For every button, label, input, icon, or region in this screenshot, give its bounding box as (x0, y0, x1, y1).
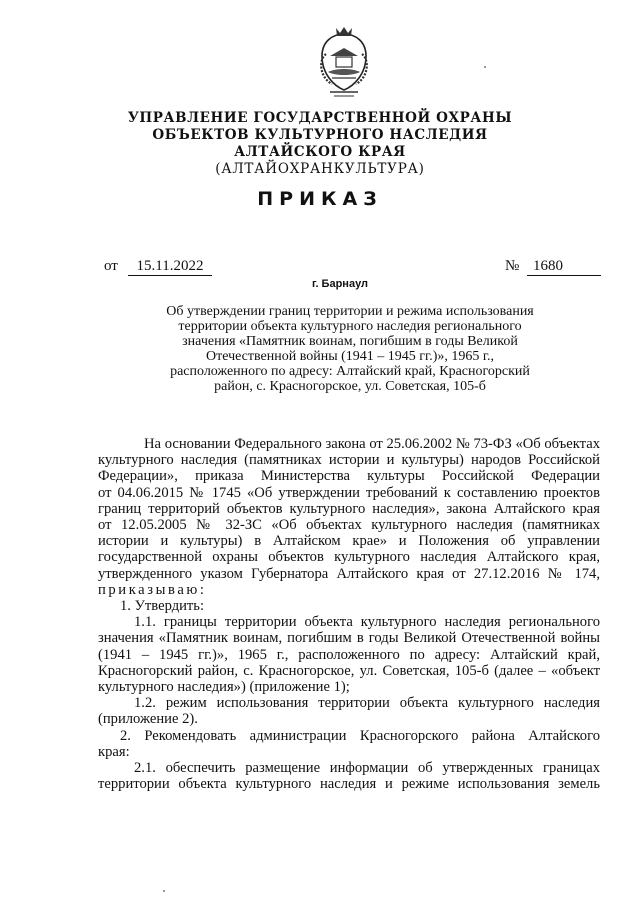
subject-line: значения «Памятник воинам, погибшим в годы Великой (182, 334, 518, 349)
body-line: 1.1. границы территории объекта культурного наследия регионального (134, 614, 600, 631)
document-date: 15.11.2022 (128, 258, 212, 276)
org-line-2: ОБЪЕКТОВ КУЛЬТУРНОГО НАСЛЕДИЯ (152, 127, 488, 143)
city-label: г. Барнаул (311, 278, 369, 290)
body-line: истории и культуры) в Алтайском крае» и Положения об управлении (98, 533, 600, 550)
subject-line: Отечественной войны (1941 – 1945 гг.)», 1965 г., (205, 349, 495, 364)
item-1-1 (98, 614, 600, 695)
scan-speck (484, 66, 486, 68)
item-1: 1. Утвердить: (120, 598, 205, 615)
body-line: (приложение 2). (98, 711, 198, 728)
subject-line: территории объекта культурного наследия регионального (178, 319, 522, 334)
item-2-1 (98, 760, 600, 792)
document-body (98, 436, 600, 792)
body-line: На основании Федерального закона от 25.06.2002 № 73-ФЗ «Об объектах (144, 436, 600, 452)
body-line: от 04.06.2015 № 1745 «Об утверждении требований к составлению проектов (98, 484, 600, 501)
body-line: Федерации», приказа Министерства культуры Российской Федерации (98, 468, 600, 485)
subject-line: расположенного по адресу: Алтайский край, Красногорский (170, 364, 530, 379)
date-label: от (104, 258, 118, 274)
subject-line: район, с. Красногорское, ул. Советская, 105-б (214, 379, 486, 394)
organization-name (0, 110, 640, 178)
body-line: от 12.05.2005 № 32-ЗС «Об объектах культурного наследия (памятниках (98, 517, 600, 534)
body-line: 2. Рекомендовать администрации Красногорского района Алтайского (120, 727, 600, 744)
org-line-3: АЛТАЙСКОГО КРАЯ (234, 144, 406, 160)
body-line: государственной охраны объектов культурного наследия Алтайского края, (98, 549, 600, 566)
body-line: культурного наследия») (приложение 1); (98, 679, 350, 696)
body-line: 2.1. обеспечить размещение информации об утвержденных границах (134, 760, 600, 777)
subject-line: Об утверждении границ территории и режима использования (166, 304, 534, 319)
preamble-paragraph (98, 436, 600, 598)
body-line: края: (98, 743, 130, 760)
number-label: № (505, 258, 520, 274)
org-line-1: УПРАВЛЕНИЕ ГОСУДАРСТВЕННОЙ ОХРАНЫ (127, 110, 513, 126)
item-1-2 (98, 695, 600, 727)
body-line: утвержденного указом Губернатора Алтайского края от 27.12.2016 № 174, (98, 565, 600, 582)
body-line: территории объекта культурного наследия и режиме использования земель (98, 776, 600, 793)
body-line: (1941 – 1945 гг.)», 1965 г., расположенного по адресу: Алтайский край, (98, 646, 600, 663)
scan-speck (163, 890, 165, 892)
order-word: приказываю: (98, 581, 207, 598)
order-subject (140, 304, 560, 394)
coat-of-arms-emblem (312, 24, 376, 98)
document-type-title: ПРИКАЗ (257, 188, 383, 210)
item-2 (98, 728, 600, 760)
body-line: культурного наследия (памятниках истории и культуры) народов Российской (98, 452, 600, 469)
document-number: 1680 (527, 258, 601, 276)
body-line: значения «Памятник воинам, погибшим в годы Великой Отечественной войны (98, 630, 600, 647)
body-line: 1.2. режим использования территории объекта культурного наследия (134, 695, 600, 712)
body-line: Красногорский район, с. Красногорское, ул. Советская, 105-б (далее – «объект (98, 662, 600, 679)
body-line: границ территорий объектов культурного наследия», закона Алтайского края (98, 500, 600, 517)
org-abbreviation: (АЛТАЙОХРАНКУЛЬТУРА) (215, 161, 425, 177)
